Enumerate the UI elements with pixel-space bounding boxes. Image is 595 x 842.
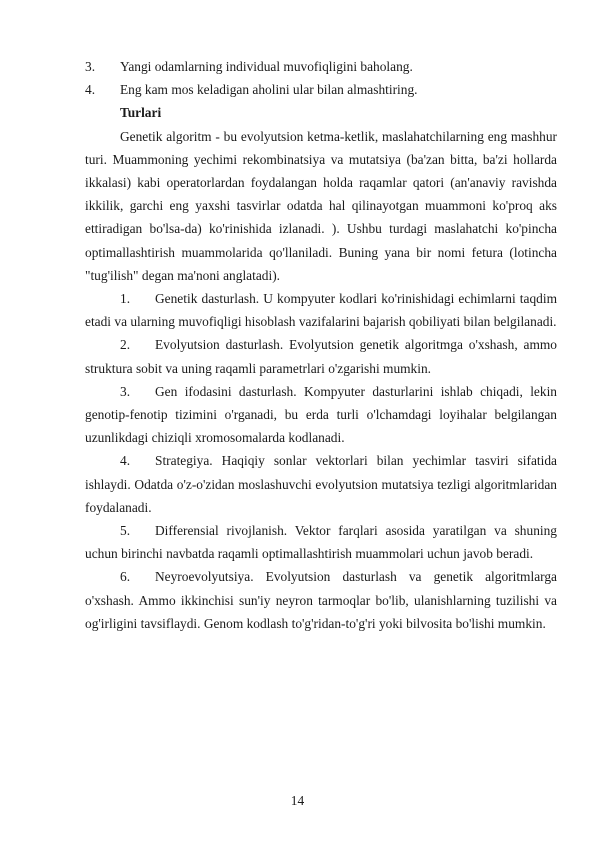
page-number: 14 — [290, 793, 305, 808]
section-heading: Turlari — [120, 105, 162, 121]
type-item-text: Strategiya. Haqiqiy sonlar vektorlari bilan yechimlar tasviri sifatida ishlaydi. Odatda o'z-o'zidan moslashuvchi evolyutsion mutatsiya tezligi algoritmlaridan foydalanadi. — [85, 453, 557, 515]
type-item-text: Gen ifodasini dasturlash. Kompyuter dasturlarini ishlab chiqadi, lekin genotip-fenotip tizimini o'rganadi, bu erda turli o'lchamdagi loyihalar belgilangan uzunlikdagi chiziqli xromosomalarda kodlanadi. — [85, 383, 557, 446]
type-item-number: 2. — [120, 337, 131, 353]
type-item — [85, 519, 557, 565]
list-item-number: 3. — [85, 59, 96, 74]
type-item-number: 4. — [120, 453, 131, 469]
type-item — [85, 380, 557, 450]
type-item-text: Evolyutsion dasturlash. Evolyutsion genetik algoritmga o'xshash, ammo struktura sobit va uning raqamli parametrlari o'zgarishi mumkin. — [85, 337, 557, 376]
list-item-number: 4. — [85, 82, 96, 98]
type-item-number: 5. — [120, 523, 131, 539]
page-content — [85, 55, 557, 635]
type-item-text: Genetik dasturlash. U kompyuter kodlari ko'rinishidagi echimlarni taqdim etadi va ularning muvofiqligi hisoblash vazifalarini bajarish qobiliyati bilan belgilanadi. — [85, 291, 557, 330]
intro-paragraph: Genetik algoritm - bu evolyutsion ketma-ketlik, maslahatchilarning eng mashhur turi. Muammoning yechimi rekombinatsiya va mutatsiya (ba'zan bitta, ba'zi hollarda ikkalasi) kabi operatorlardan foydalangan holda raqamlar qatori (an'anaviy ravishda ikkilik, garchi eng yaxshi tasvirlar odatda hal qilinayotgan muammoni ko'proq aks ettiradigan bo'lsa-da) ko'rinishida izlanadi. ). Ushbu turdagi maslahatchi ko'pincha optimallashtirish muammolarida qo'llaniladi. Buning yana bir nomi fetura (lotincha "tug'ilish" degan ma'noni anglatadi). — [85, 128, 557, 283]
type-item-number: 1. — [120, 291, 131, 307]
type-item-number: 3. — [120, 383, 131, 399]
list-item — [85, 55, 557, 78]
type-item — [85, 333, 557, 379]
type-item — [85, 449, 557, 519]
type-item-number: 6. — [120, 569, 131, 585]
type-item-text: Differensial rivojlanish. Vektor farqlari asosida yaratilgan va shuning uchun birinchi navbatda raqamli optimallashtirish muammolari uchun javob beradi. — [85, 523, 557, 562]
type-item-text: Neyroevolyutsiya. Evolyutsion dasturlash va genetik algoritmlarga o'xshash. Ammo ikkinchisi sun'iy neyron tarmoqlar bo'lib, ulanishlarning tuzilishi va og'irligini tavsiflaydi. Genom kodlash to'g'ridan-to'g'ri yoki bilvosita bo'lishi mumkin. — [85, 569, 557, 631]
type-item — [85, 287, 557, 333]
list-item — [85, 78, 557, 101]
list-item-text: Eng kam mos keladigan aholini ular bilan almashtiring. — [120, 82, 418, 98]
list-item-text: Yangi odamlarning individual muvofiqligini baholang. — [120, 59, 413, 74]
type-item — [85, 565, 557, 635]
